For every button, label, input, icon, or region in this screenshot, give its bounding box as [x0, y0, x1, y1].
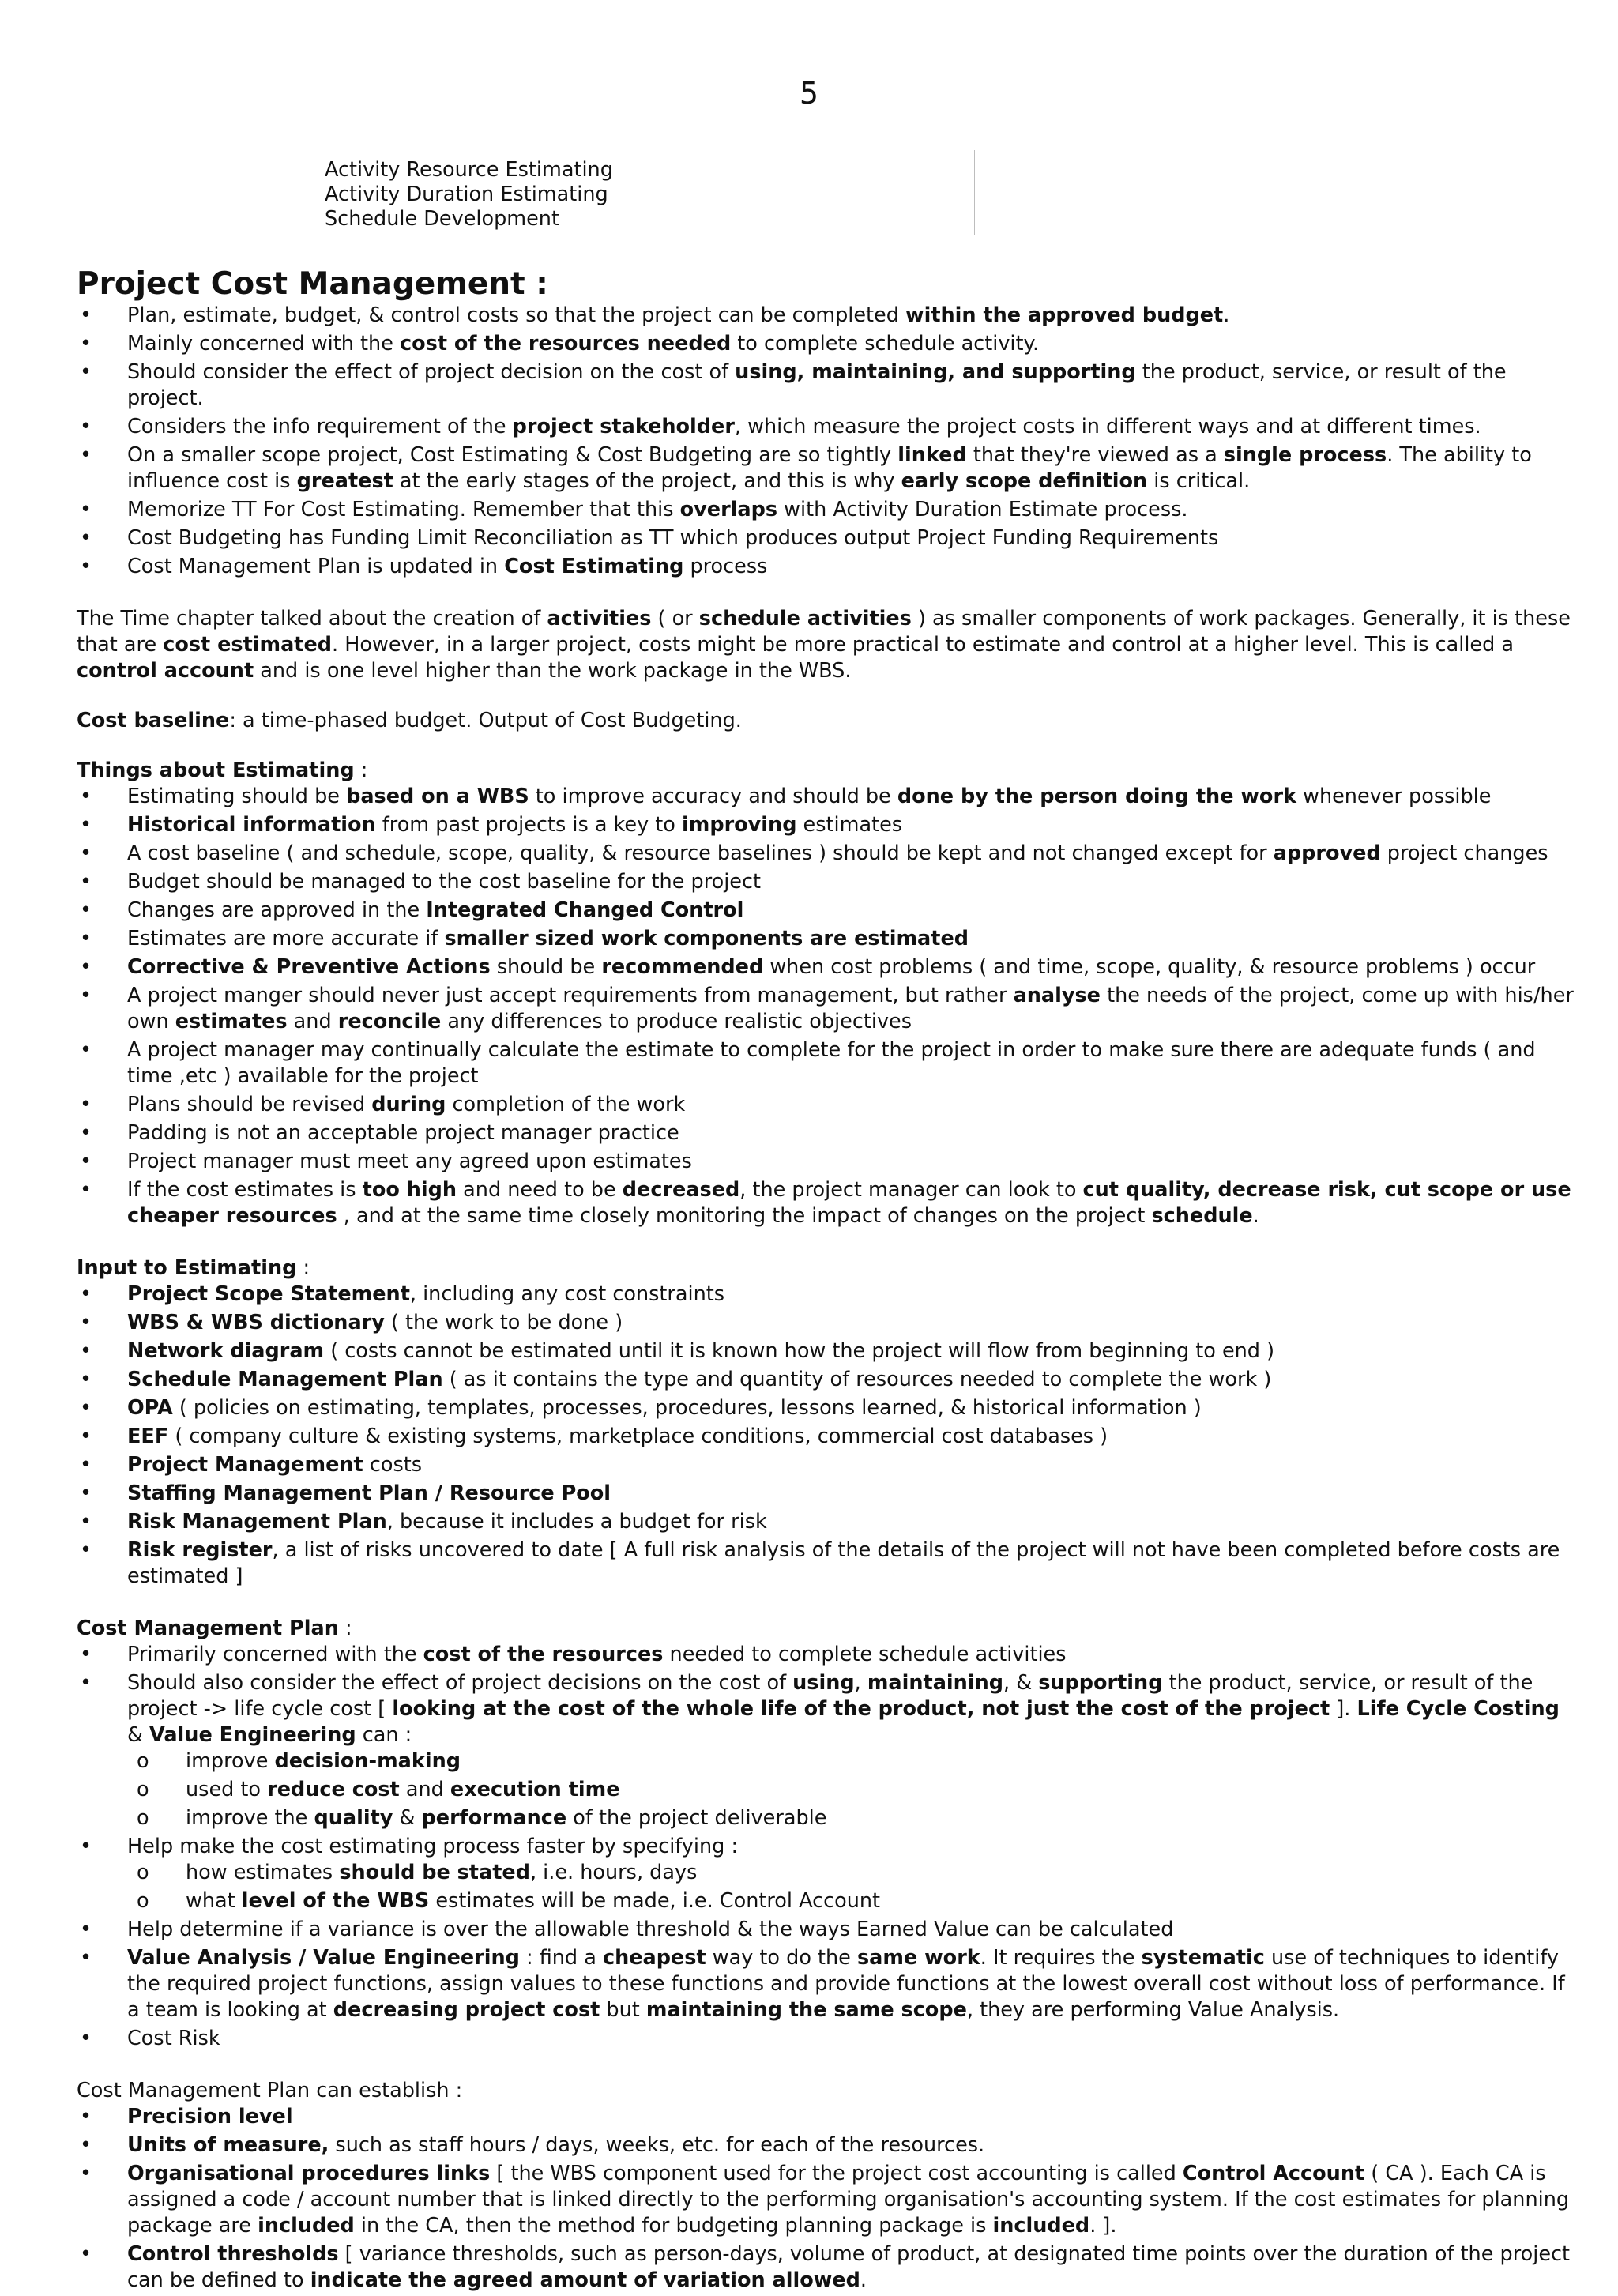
list-item: • Risk register, a list of risks uncovered to date [ A full risk analysis of the details of the project will not have been completed before costs are estimated ] — [77, 1538, 1578, 1590]
list-item: • If the cost estimates is too high and need to be decreased, the project manager can look to cut quality, decrease risk, cut scope or use cheaper resources , and at the same time closely monitoring the impact of changes on the project schedule. — [77, 1177, 1578, 1229]
establish-list — [77, 2104, 1578, 2294]
list-item: • Project Scope Statement, including any cost constraints — [77, 1282, 1578, 1308]
list-item: • On a smaller scope project, Cost Estimating & Cost Budgeting are so tightly linked that they're viewed as a single process. The ability to influence cost is greatest at the early stages of the project, and this is why early scope definition is critical. — [77, 442, 1578, 495]
list-item: • Memorize TT For Cost Estimating. Remember that this overlaps with Activity Duration Estimate process. — [77, 497, 1578, 523]
process-table — [77, 150, 1578, 235]
list-item: • Value Analysis / Value Engineering : find a cheapest way to do the same work. It requires the systematic use of techniques to identify the required project functions, assign values to these functions and provide functions at the lowest overall cost without loss of performance. If a team is looking at decreasing project cost but maintaining the same scope, they are performing Value Analysis. — [77, 1945, 1578, 2023]
section-heading: Project Cost Management : — [77, 266, 548, 302]
plan-list — [77, 1642, 1578, 2052]
list-item: • Budget should be managed to the cost baseline for the project — [77, 869, 1578, 895]
estimating-title: Things about Estimating : — [77, 758, 368, 782]
sub-list-item: o improve the quality & performance of the project deliverable — [127, 1805, 1578, 1831]
estimating-list — [77, 784, 1578, 1229]
list-item: • Plans should be revised during completion of the work — [77, 1092, 1578, 1118]
list-item: • Corrective & Preventive Actions should be recommended when cost problems ( and time, scope, quality, & resource problems ) occur — [77, 954, 1578, 981]
sub-list-item: o how estimates should be stated, i.e. hours, days — [127, 1860, 1578, 1886]
intro-list — [77, 303, 1578, 580]
list-item: • Padding is not an acceptable project manager practice — [77, 1120, 1578, 1146]
list-item: • Network diagram ( costs cannot be estimated until it is known how the project will flow from beginning to end ) — [77, 1338, 1578, 1364]
list-item: • OPA ( policies on estimating, templates, processes, procedures, lessons learned, & historical information ) — [77, 1395, 1578, 1421]
table-cell — [77, 150, 318, 235]
list-item: • A project manger should never just accept requirements from management, but rather analyse the needs of the project, come up with his/her own estimates and reconcile any differences to produce realistic objectives — [77, 983, 1578, 1035]
list-item: • Plan, estimate, budget, & control costs so that the project can be completed within the approved budget. — [77, 303, 1578, 329]
list-item: • Cost Risk — [77, 2026, 1578, 2052]
table-item: Schedule Development — [325, 207, 559, 231]
list-item: • Help make the cost estimating process faster by specifying : o how estimates should be stated, i.e. hours, days o what level of the WBS estimates will be made, i.e. Control Account — [77, 1834, 1578, 1914]
table-item: Activity Resource Estimating — [325, 158, 613, 182]
input-list — [77, 1282, 1578, 1590]
list-item: • Organisational procedures links [ the WBS component used for the project cost accounting is called Control Account ( CA ). Each CA is assigned a code / account number that is linked directly to the performing organisation's accounting system. If the cost estimates for planning package are included in the CA, then the method for budgeting planning package is included. ]. — [77, 2161, 1578, 2239]
table-cell — [975, 150, 1274, 235]
list-item: • Control thresholds [ variance thresholds, such as person-days, volume of product, at designated time points over the duration of the project can be defined to indicate the agreed amount of variation allowed. — [77, 2241, 1578, 2294]
list-item: • A cost baseline ( and schedule, scope, quality, & resource baselines ) should be kept and not changed except for approved project changes — [77, 841, 1578, 867]
establish-title: Cost Management Plan can establish : — [77, 2079, 463, 2102]
list-item: • Estimates are more accurate if smaller sized work components are estimated — [77, 926, 1578, 952]
sub-list-item: o improve decision-making — [127, 1748, 1578, 1775]
sub-list — [127, 1860, 1578, 1914]
list-item: • Project manager must meet any agreed upon estimates — [77, 1149, 1578, 1175]
list-item: • Primarily concerned with the cost of the resources needed to complete schedule activities — [77, 1642, 1578, 1668]
list-item: • Should consider the effect of project decision on the cost of using, maintaining, and supporting the product, service, or result of the project. — [77, 359, 1578, 412]
list-item: • Cost Management Plan is updated in Cost Estimating process — [77, 554, 1578, 580]
baseline-paragraph: Cost baseline: a time-phased budget. Output of Cost Budgeting. — [77, 709, 742, 732]
list-item: • Project Management costs — [77, 1452, 1578, 1478]
time-paragraph: The Time chapter talked about the creation of activities ( or schedule activities ) as smaller components of work packages. Generally, it is these that are cost estimated. However, in a larger project, costs might be more practical to estimate and control at a higher level. This is called a control account and is one level higher than the work package in the WBS. — [77, 607, 1571, 683]
plan-title: Cost Management Plan : — [77, 1617, 352, 1640]
list-item: • EEF ( company culture & existing systems, marketplace conditions, commercial cost databases ) — [77, 1424, 1578, 1450]
list-item: • Precision level — [77, 2104, 1578, 2130]
sub-list — [127, 1748, 1578, 1831]
list-item: • Cost Budgeting has Funding Limit Reconciliation as TT which produces output Project Funding Requirements — [77, 525, 1578, 551]
sub-list-item: o what level of the WBS estimates will be made, i.e. Control Account — [127, 1888, 1578, 1914]
list-item: • Mainly concerned with the cost of the resources needed to complete schedule activity. — [77, 331, 1578, 357]
list-item: • Historical information from past projects is a key to improving estimates — [77, 812, 1578, 838]
list-item: • Should also consider the effect of project decisions on the cost of using, maintaining, & supporting the product, service, or result of the project -> life cycle cost [ looking at the cost of the whole life of the product, not just the cost of the project ]. Life Cycle Costing & Value Engineering can : o improve decision-making o used to reduce cost and execution time o improve the quality & performance of the project deliverable — [77, 1670, 1578, 1831]
table-item: Activity Duration Estimating — [325, 183, 608, 206]
list-item: • Risk Management Plan, because it includes a budget for risk — [77, 1509, 1578, 1535]
list-item: • Schedule Management Plan ( as it contains the type and quantity of resources needed to complete the work ) — [77, 1367, 1578, 1393]
list-item: • Help determine if a variance is over the allowable threshold & the ways Earned Value can be calculated — [77, 1917, 1578, 1943]
list-item: • Staffing Management Plan / Resource Pool — [77, 1481, 1578, 1507]
list-item: • A project manager may continually calculate the estimate to complete for the project in order to make sure there are adequate funds ( and time ,etc ) available for the project — [77, 1037, 1578, 1090]
list-item: • Estimating should be based on a WBS to improve accuracy and should be done by the person doing the work whenever possible — [77, 784, 1578, 810]
list-item: • Considers the info requirement of the project stakeholder, which measure the project costs in different ways and at different times. — [77, 414, 1578, 440]
list-item: • Changes are approved in the Integrated Changed Control — [77, 898, 1578, 924]
list-item: • Units of measure, such as staff hours / days, weeks, etc. for each of the resources. — [77, 2132, 1578, 2159]
input-title: Input to Estimating : — [77, 1256, 310, 1280]
sub-list-item: o used to reduce cost and execution time — [127, 1777, 1578, 1803]
table-row — [77, 150, 1578, 235]
table-cell — [675, 150, 975, 235]
list-item: • WBS & WBS dictionary ( the work to be done ) — [77, 1310, 1578, 1336]
table-cell — [1274, 150, 1578, 235]
page-number: 5 — [799, 76, 819, 111]
table-cell-processes — [318, 150, 675, 235]
document-body — [77, 266, 1578, 2296]
